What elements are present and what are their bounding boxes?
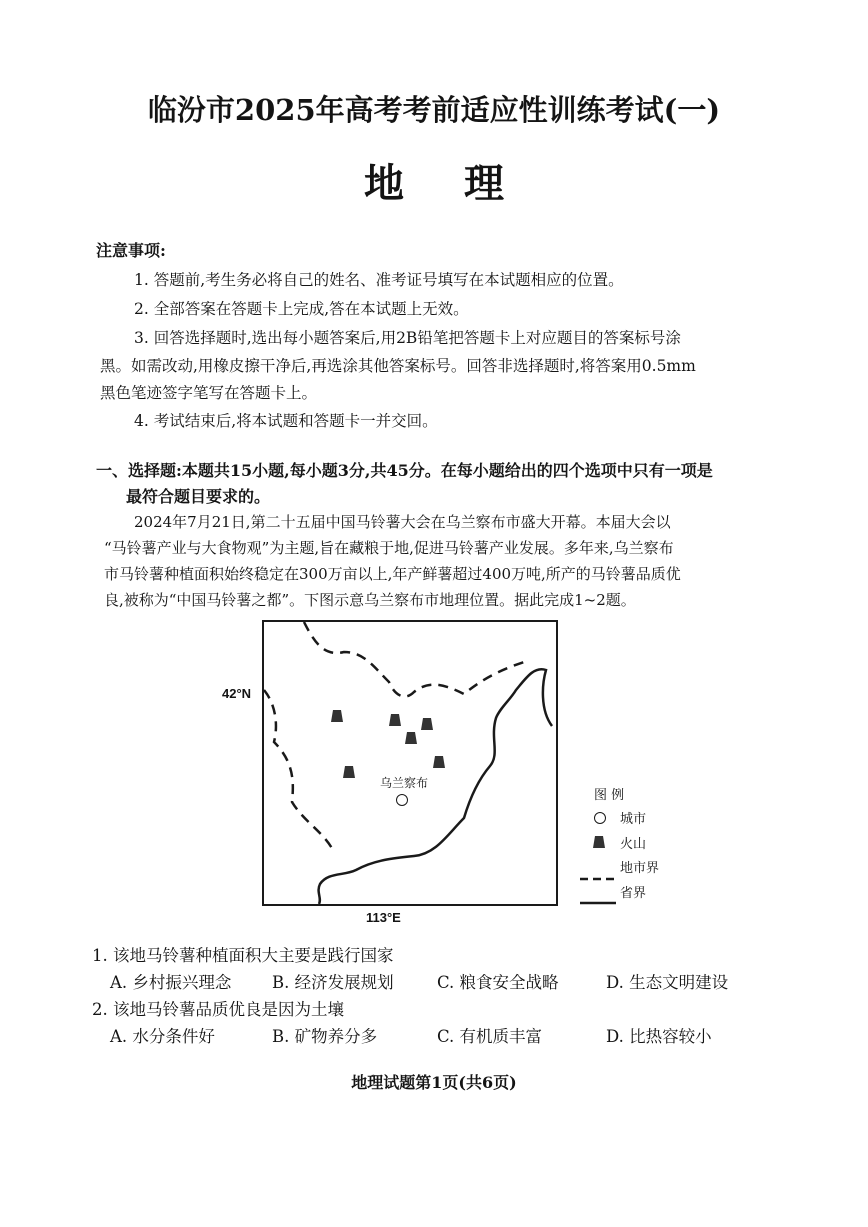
legend-city-boundary-icon: [580, 866, 616, 885]
notice-item-4: 4. 考试结束后,将本试题和答题卡一并交回。: [134, 412, 438, 430]
question-1-option-c: C. 粮食安全战略: [437, 973, 559, 992]
question-1-option-b: B. 经济发展规划: [272, 973, 394, 992]
lat-label: 42°N: [222, 686, 252, 701]
question-1-option-a: A. 乡村振兴理念: [110, 973, 232, 992]
legend-city-icon: [594, 812, 606, 824]
section-heading: [96, 458, 796, 510]
page-footer: 地理试题第1页(共6页): [351, 1073, 517, 1092]
question-2-option-b: B. 矿物养分多: [272, 1027, 378, 1046]
question-2-option-a: A. 水分条件好: [110, 1027, 215, 1046]
notice-item-2: 2. 全部答案在答题卡上完成,答在本试题上无效。: [134, 300, 469, 318]
legend-title: 图 例: [594, 788, 625, 803]
volcano-icon: [420, 716, 434, 735]
city-boundary-line-west: [264, 690, 334, 852]
notice-item-3-cont: 黑。如需改动,用橡皮擦干净后,再选涂其他答案标号。回答非选择题时,将答案用0.5mm: [100, 357, 696, 375]
legend-city-boundary-label: 地市界: [620, 861, 660, 876]
section-line-1: 一、选择题:本题共15小题,每小题3分,共45分。在每小题给出的四个选项中只有一项是: [96, 461, 713, 480]
exam-title: 临汾市2025年高考考前适应性训练考试(一): [147, 93, 721, 127]
volcano-icon: [342, 764, 356, 783]
lon-label: 113°E: [366, 910, 401, 925]
subject-title: 地理: [364, 160, 564, 207]
passage-line-1: 2024年7月21日,第二十五届中国马铃薯大会在乌兰察布市盛大开幕。本届大会以: [134, 513, 671, 531]
location-map: [262, 620, 558, 906]
city-label: 乌兰察布: [380, 776, 429, 790]
city-boundary-line: [304, 622, 524, 697]
legend-province-boundary-label: 省界: [620, 886, 647, 901]
question-1-option-d: D. 生态文明建设: [606, 973, 729, 992]
passage-line-3: 市马铃薯种植面积始终稳定在300万亩以上,年产鲜薯超过400万吨,所产的马铃薯品质优: [104, 565, 681, 583]
section-line-2: 最符合题目要求的。: [126, 487, 271, 506]
question-2-option-c: C. 有机质丰富: [437, 1027, 543, 1046]
volcano-icon: [330, 708, 344, 727]
question-2-option-d: D. 比热容较小: [606, 1027, 712, 1046]
legend-city-label: 城市: [620, 812, 647, 827]
map-canvas: [264, 622, 556, 904]
city-marker-icon: [396, 794, 408, 806]
legend-volcano-label: 火山: [620, 837, 647, 852]
legend-province-boundary-icon: [580, 890, 616, 909]
province-boundary-line: [319, 669, 552, 904]
notice-item-3-cont2: 黑色笔迹签字笔写在答题卡上。: [100, 384, 318, 402]
question-2-stem: 2. 该地马铃薯品质优良是因为土壤: [92, 1000, 344, 1019]
notice-item-3: 3. 回答选择题时,选出每小题答案后,用2B铅笔把答题卡上对应题目的答案标号涂: [134, 329, 681, 347]
notice-heading: 注意事项:: [96, 241, 166, 260]
notice-item-1: 1. 答题前,考生务必将自己的姓名、准考证号填写在本试题相应的位置。: [134, 271, 624, 289]
passage-line-2: “马铃薯产业与大食物观”为主题,旨在藏粮于地,促进马铃薯产业发展。多年来,乌兰察布: [104, 539, 674, 557]
volcano-icon: [432, 754, 446, 773]
volcano-icon: [404, 730, 418, 749]
volcano-icon: [388, 712, 402, 731]
question-1-stem: 1. 该地马铃薯种植面积大主要是践行国家: [92, 946, 394, 965]
passage-line-4: 良,被称为“中国马铃薯之都”。下图示意乌兰察布市地理位置。据此完成1~2题。: [104, 591, 636, 609]
legend-volcano-icon: [592, 834, 606, 853]
